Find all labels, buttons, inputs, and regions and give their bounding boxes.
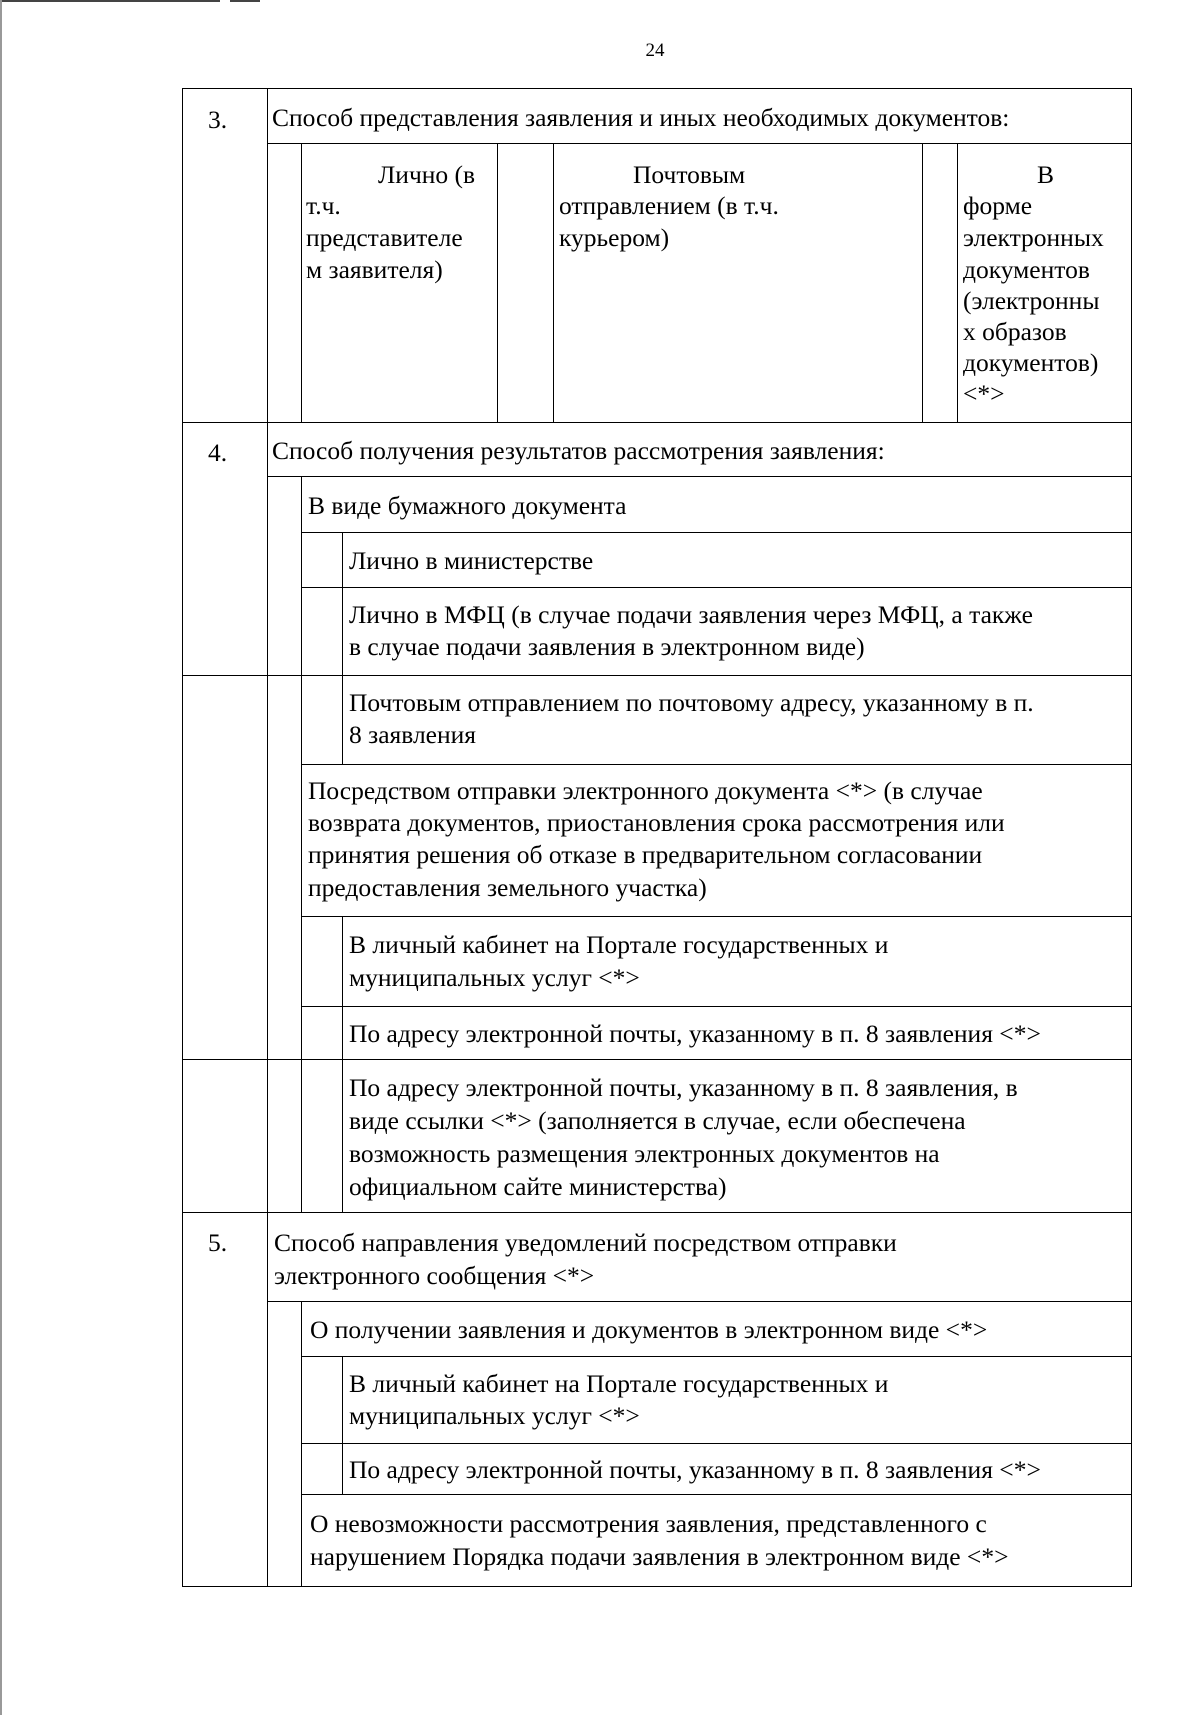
row3-bottom: [182, 422, 1132, 423]
option-line: нарушением Порядка подачи заявления в электронном виде <*>: [310, 1542, 1009, 1571]
option-label-line: документов): [963, 348, 1099, 377]
option-email: По адресу электронной почты, указанному в п. 8 заявления <*>: [349, 1019, 1041, 1048]
scan-edge-line: [230, 0, 260, 2]
num-column-divider: [267, 88, 268, 1587]
option-line: принятия решения об отказе в предварительном согласовании: [308, 840, 983, 869]
option-label-line: курьером): [559, 223, 670, 252]
row4-electronic-bottom: [301, 916, 1132, 917]
option-line: Почтовым отправлением по почтовому адресу, указанному в п.: [349, 688, 1034, 717]
option-line: муниципальных услуг <*>: [349, 1401, 640, 1430]
row3-option1-right: [497, 143, 498, 423]
row5-cabinet-bottom: [301, 1443, 1132, 1444]
option-in-ministry: Лично в министерстве: [349, 546, 594, 575]
row4-sub-checkbox-column-b: [342, 916, 343, 1213]
row4-bottom: [182, 1212, 1132, 1213]
option-notice-email: По адресу электронной почты, указанному в п. 8 заявления <*>: [349, 1455, 1041, 1484]
row4-post-bottom: [301, 764, 1132, 765]
option-label-head: Лично (в: [378, 160, 476, 189]
option-line: возврата документов, приостановления срока рассмотрения или: [308, 808, 1005, 837]
row5-title-line: Способ направления уведомлений посредством отправки: [274, 1228, 897, 1257]
row4-cabinet-bottom: [301, 1006, 1132, 1007]
page-number: 24: [645, 40, 665, 61]
row5-sub-checkbox-column: [342, 1356, 343, 1494]
option-label-line: электронных: [963, 223, 1104, 252]
row4-mfc-bottom: [182, 675, 1132, 676]
row3-title-bottom: [267, 143, 1132, 144]
row5-checkbox-column: [301, 1301, 302, 1587]
table-border-right: [1131, 88, 1132, 1587]
option-label-head: В: [1037, 160, 1055, 189]
option-line: В личный кабинет на Портале государственных и: [349, 1369, 889, 1398]
row3-checkbox1-right: [301, 143, 302, 423]
table-border-bottom: [182, 1586, 1132, 1587]
table-border-left: [182, 88, 183, 1587]
option-line: муниципальных услуг <*>: [349, 963, 640, 992]
table-border-top: [182, 88, 1132, 89]
option-line: В личный кабинет на Портале государственных и: [349, 930, 889, 959]
option-line: виде ссылки <*> (заполняется в случае, если обеспечена: [349, 1106, 966, 1135]
option-label-line: форме: [963, 191, 1033, 220]
option-line: официальном сайте министерства): [349, 1172, 727, 1201]
option-label-line: (электронны: [963, 286, 1100, 315]
row5-number: 5.: [208, 1228, 228, 1257]
row4-title-bottom: [267, 476, 1132, 477]
row4-number: 4.: [208, 438, 228, 467]
option-line: По адресу электронной почты, указанному в п. 8 заявления, в: [349, 1073, 1018, 1102]
row5-email-bottom: [301, 1494, 1132, 1495]
option-line: Лично в МФЦ (в случае подачи заявления через МФЦ, а также: [349, 600, 1033, 629]
row3-option2-right: [922, 143, 923, 423]
option-label-line: отправлением (в т.ч.: [559, 191, 779, 220]
option-line: в случае подачи заявления в электронном виде): [349, 632, 865, 661]
option-line: возможность размещения электронных документов на: [349, 1139, 940, 1168]
row4-ministry-bottom: [301, 587, 1132, 588]
option-paper-document: В виде бумажного документа: [308, 491, 627, 520]
option-receipt-notice: О получении заявления и документов в электронном виде <*>: [310, 1315, 988, 1344]
row5-title-bottom: [267, 1301, 1132, 1302]
scan-edge-line: [0, 0, 220, 2]
option-line: Посредством отправки электронного документа <*> (в случае: [308, 776, 983, 805]
option-label-line: <*>: [963, 379, 1005, 408]
row3-checkbox3-right: [957, 143, 958, 423]
option-label-head: Почтовым: [633, 160, 746, 189]
option-line: предоставления земельного участка): [308, 873, 707, 902]
row4-email-bottom: [182, 1059, 1132, 1060]
option-line: О невозможности рассмотрения заявления, представленного с: [310, 1509, 987, 1538]
row4-paper-bottom: [301, 532, 1132, 533]
option-label-line: представителе: [306, 223, 463, 252]
option-label-line: х образов: [963, 317, 1067, 346]
row5-title-line: электронного сообщения <*>: [274, 1261, 595, 1290]
row4-sub-checkbox-column-a: [342, 532, 343, 764]
option-line: 8 заявления: [349, 720, 477, 749]
row3-checkbox2-right: [553, 143, 554, 423]
row4-title: Способ получения результатов рассмотрения заявления:: [272, 436, 885, 465]
row3-title: Способ представления заявления и иных необходимых документов:: [272, 103, 1010, 132]
row3-number: 3.: [208, 105, 228, 134]
scan-margin-line: [0, 0, 2, 1715]
row5-receipt-bottom: [301, 1356, 1132, 1357]
option-label-line: м заявителя): [306, 255, 443, 284]
option-label-line: документов: [963, 255, 1090, 284]
option-label-line: т.ч.: [306, 191, 341, 220]
